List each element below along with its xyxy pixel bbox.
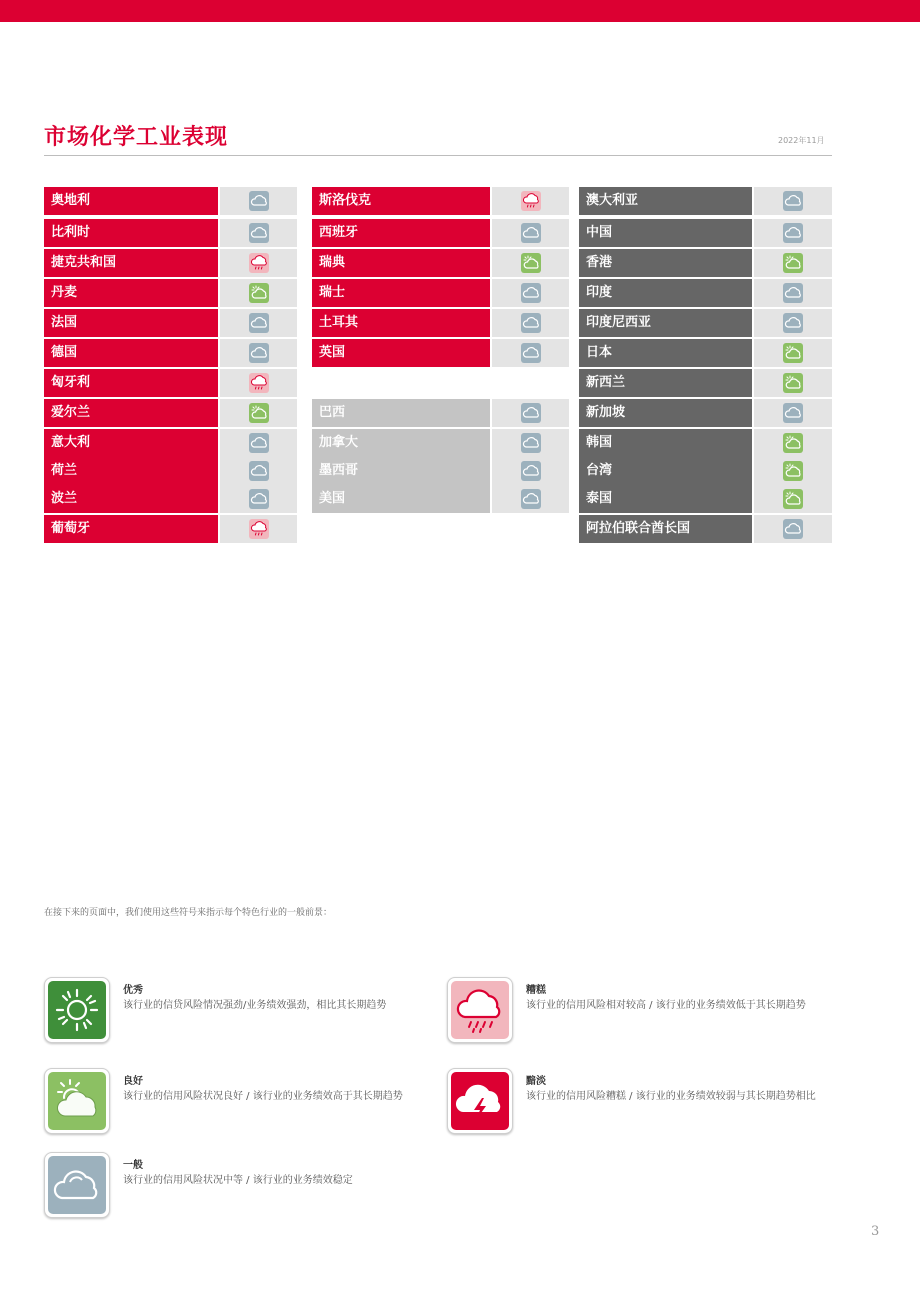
table-row — [44, 399, 297, 427]
country-name: 韩国 — [579, 429, 752, 457]
sun-cloud-icon — [249, 283, 269, 303]
legend-fair-badge — [44, 1152, 110, 1218]
legend-fair — [44, 1152, 424, 1222]
legend-good — [44, 1068, 424, 1138]
legend-good-badge — [44, 1068, 110, 1134]
cloud-icon — [521, 343, 541, 363]
cloud-icon — [249, 191, 269, 211]
rain-cloud-icon — [249, 519, 269, 539]
country-name: 奥地利 — [44, 187, 218, 215]
outlook-cell — [492, 339, 569, 367]
legend-good-desc: 该行业的信用风险状况良好 / 该行业的业务绩效高于其长期趋势 — [123, 1091, 403, 1102]
outlook-cell — [754, 429, 832, 457]
country-name: 捷克共和国 — [44, 249, 218, 277]
sun-cloud-icon — [783, 343, 803, 363]
cloud-icon — [521, 461, 541, 481]
table-row — [44, 457, 297, 485]
legend-poor-desc: 该行业的信用风险相对较高 / 该行业的业务绩效低于其长期趋势 — [526, 1000, 806, 1011]
country-name: 波兰 — [44, 485, 218, 513]
outlook-cell — [492, 187, 569, 215]
table-row — [579, 187, 832, 215]
legend-fair-desc: 该行业的信用风险状况中等 / 该行业的业务绩效稳定 — [123, 1175, 353, 1186]
page-title: 市场化学工业表现 — [44, 125, 229, 150]
country-name: 匈牙利 — [44, 369, 218, 397]
table-row — [579, 485, 832, 513]
table-row — [44, 485, 297, 513]
cloud-icon — [249, 313, 269, 333]
table-row — [44, 339, 297, 367]
title-divider — [44, 155, 832, 156]
cloud-icon — [521, 433, 541, 453]
outlook-cell — [492, 309, 569, 337]
table-row — [44, 187, 297, 215]
table-row — [312, 249, 569, 277]
country-name: 荷兰 — [44, 457, 218, 485]
cloud-icon — [783, 223, 803, 243]
rain-cloud-icon — [521, 191, 541, 211]
table-row — [44, 429, 297, 457]
outlook-cell — [492, 429, 569, 457]
sun-cloud-icon — [783, 433, 803, 453]
outlook-cell — [220, 369, 297, 397]
table-row — [579, 369, 832, 397]
table-row — [579, 339, 832, 367]
table-row — [312, 457, 569, 485]
cloud-icon — [48, 1156, 106, 1214]
legend-bleak — [447, 1068, 827, 1138]
outlook-cell — [492, 249, 569, 277]
outlook-cell — [492, 279, 569, 307]
country-name: 巴西 — [312, 399, 490, 427]
rain-cloud-icon — [249, 253, 269, 273]
outlook-cell — [220, 219, 297, 247]
sun-cloud-icon — [521, 253, 541, 273]
report-date: 2022年11月 — [778, 136, 825, 145]
legend-bleak-title: 黯淡 — [526, 1076, 546, 1087]
table-row — [44, 279, 297, 307]
outlook-cell — [754, 399, 832, 427]
table-row — [579, 515, 832, 543]
table-row — [579, 429, 832, 457]
outlook-cell — [220, 339, 297, 367]
rain-cloud-icon — [249, 373, 269, 393]
country-name: 加拿大 — [312, 429, 490, 457]
country-name: 泰国 — [579, 485, 752, 513]
legend-poor-badge — [447, 977, 513, 1043]
top-accent-bar — [0, 0, 920, 22]
table-row — [312, 219, 569, 247]
table-row — [312, 279, 569, 307]
table-row — [312, 485, 569, 513]
legend-bleak-badge — [447, 1068, 513, 1134]
outlook-cell — [220, 399, 297, 427]
country-name: 意大利 — [44, 429, 218, 457]
country-name: 中国 — [579, 219, 752, 247]
outlook-cell — [220, 457, 297, 485]
rain-cloud-icon — [451, 981, 509, 1039]
country-name: 爱尔兰 — [44, 399, 218, 427]
table-row — [44, 309, 297, 337]
legend-excellent-desc: 该行业的信贷风险情况强劲/业务绩效强劲，相比其长期趋势 — [123, 1000, 387, 1011]
table-row — [579, 309, 832, 337]
cloud-icon — [249, 223, 269, 243]
sun-cloud-icon — [783, 489, 803, 509]
cloud-icon — [783, 403, 803, 423]
storm-cloud-icon — [451, 1072, 509, 1130]
legend-good-title: 良好 — [123, 1076, 143, 1087]
table-row — [44, 249, 297, 277]
country-name: 台湾 — [579, 457, 752, 485]
sun-cloud-icon — [783, 373, 803, 393]
outlook-cell — [754, 515, 832, 543]
legend-excellent-title: 优秀 — [123, 985, 143, 996]
outlook-cell — [220, 515, 297, 543]
cloud-icon — [249, 489, 269, 509]
cloud-icon — [783, 283, 803, 303]
country-name: 印度尼西亚 — [579, 309, 752, 337]
outlook-cell — [220, 429, 297, 457]
outlook-cell — [220, 279, 297, 307]
country-name: 澳大利亚 — [579, 187, 752, 215]
legend-poor — [447, 977, 827, 1047]
cloud-icon — [249, 343, 269, 363]
sun-cloud-icon — [783, 461, 803, 481]
table-row — [312, 187, 569, 215]
legend-fair-title: 一般 — [123, 1160, 143, 1171]
country-name: 英国 — [312, 339, 490, 367]
cloud-icon — [521, 313, 541, 333]
outlook-cell — [754, 309, 832, 337]
cloud-icon — [249, 433, 269, 453]
cloud-icon — [521, 489, 541, 509]
table-row — [579, 399, 832, 427]
legend-poor-title: 糟糕 — [526, 985, 546, 996]
outlook-cell — [220, 309, 297, 337]
cloud-icon — [521, 403, 541, 423]
country-name: 西班牙 — [312, 219, 490, 247]
cloud-icon — [783, 313, 803, 333]
table-row — [44, 219, 297, 247]
legend-excellent — [44, 977, 424, 1047]
outlook-cell — [492, 457, 569, 485]
outlook-cell — [754, 339, 832, 367]
table-row — [312, 339, 569, 367]
table-row — [579, 457, 832, 485]
outlook-cell — [220, 249, 297, 277]
country-name: 葡萄牙 — [44, 515, 218, 543]
sun-icon — [48, 981, 106, 1039]
outlook-cell — [492, 485, 569, 513]
country-name: 墨西哥 — [312, 457, 490, 485]
cloud-icon — [783, 191, 803, 211]
legend-intro: 在接下来的页面中，我们使用这些符号来指示每个特色行业的一般前景： — [44, 908, 333, 918]
outlook-cell — [754, 187, 832, 215]
country-name: 阿拉伯联合酋长国 — [579, 515, 752, 543]
legend-bleak-desc: 该行业的信用风险糟糕 / 该行业的业务绩效较弱与其长期趋势相比 — [526, 1091, 816, 1102]
outlook-cell — [754, 369, 832, 397]
sun-cloud-icon — [249, 403, 269, 423]
country-name: 新西兰 — [579, 369, 752, 397]
cloud-icon — [249, 461, 269, 481]
country-name: 新加坡 — [579, 399, 752, 427]
country-name: 斯洛伐克 — [312, 187, 490, 215]
table-row — [312, 309, 569, 337]
outlook-cell — [754, 457, 832, 485]
cloud-icon — [783, 519, 803, 539]
country-name: 德国 — [44, 339, 218, 367]
table-row — [312, 399, 569, 427]
table-row — [312, 429, 569, 457]
outlook-cell — [754, 485, 832, 513]
outlook-cell — [754, 219, 832, 247]
cloud-icon — [521, 283, 541, 303]
country-name: 日本 — [579, 339, 752, 367]
country-name: 美国 — [312, 485, 490, 513]
table-row — [579, 249, 832, 277]
page-number: 3 — [871, 1224, 880, 1239]
table-row — [44, 515, 297, 543]
outlook-cell — [220, 485, 297, 513]
outlook-cell — [492, 219, 569, 247]
outlook-cell — [754, 279, 832, 307]
outlook-cell — [492, 399, 569, 427]
country-name: 法国 — [44, 309, 218, 337]
table-row — [44, 369, 297, 397]
country-name: 瑞士 — [312, 279, 490, 307]
country-name: 瑞典 — [312, 249, 490, 277]
country-name: 比利时 — [44, 219, 218, 247]
sun-cloud-icon — [783, 253, 803, 273]
cloud-icon — [521, 223, 541, 243]
outlook-cell — [754, 249, 832, 277]
table-row — [579, 219, 832, 247]
country-name: 印度 — [579, 279, 752, 307]
country-name: 土耳其 — [312, 309, 490, 337]
outlook-cell — [220, 187, 297, 215]
country-name: 丹麦 — [44, 279, 218, 307]
sun-cloud-icon — [48, 1072, 106, 1130]
country-name: 香港 — [579, 249, 752, 277]
table-row — [579, 279, 832, 307]
legend-excellent-badge — [44, 977, 110, 1043]
